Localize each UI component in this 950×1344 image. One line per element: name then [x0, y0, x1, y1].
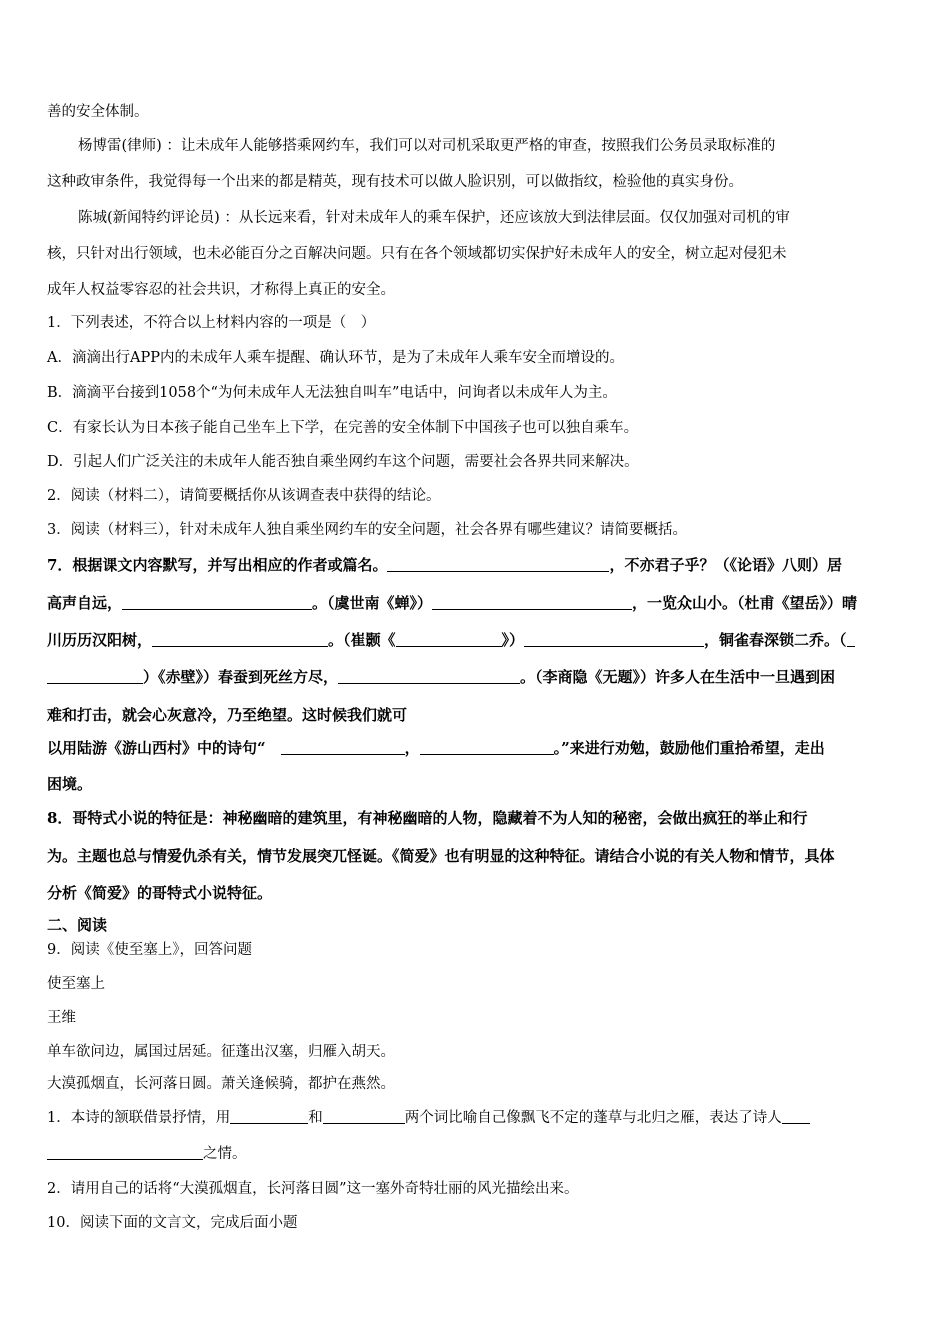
answer-blank[interactable] [122, 595, 312, 610]
material-paragraph-commentator-line2: 核，只针对出行领域，也未必能百分之百解决问题。只有在各个领域都切实保护好未成年人的安全，树立起对侵犯未 [47, 246, 787, 262]
answer-blank[interactable] [338, 669, 520, 684]
poem-author: 王维 [47, 1010, 76, 1026]
question-9-sub1-line1: 1．本诗的颔联借景抒情，用 和 两个词比喻自己像飘飞不定的蓬草与北归之雁，表达了诗人 [47, 1108, 810, 1128]
question-7-line2: 高声自远， 。（虞世南《蝉》） ，一览众山小。（杜甫《望岳》）晴 [47, 594, 858, 612]
answer-blank[interactable] [323, 1109, 405, 1124]
poem-line-1: 单车欲问边，属国过居延。征蓬出汉塞，归雁入胡天。 [47, 1044, 395, 1060]
answer-blank[interactable] [396, 632, 502, 647]
question-9-stem: 9．阅读《使至塞上》，回答问题 [47, 942, 252, 958]
answer-blank[interactable] [47, 669, 143, 684]
question-9-sub1-line2: 之情。 [47, 1144, 247, 1164]
section-heading-reading: 二、阅读 [47, 916, 108, 934]
question-7-line3: 川历历汉阳树， 。（崔颢《 》） ，铜雀春深锁二乔。（ [47, 630, 855, 650]
question-1-option-c: C．有家长认为日本孩子能自己坐车上下学，在完善的安全体制下中国孩子也可以独自乘车。 [47, 420, 639, 436]
question-1-option-a: A．滴滴出行APP内的未成年人乘车提醒、确认环节，是为了未成年人乘车安全而增设的。 [47, 350, 624, 366]
answer-blank[interactable] [782, 1109, 810, 1124]
question-7-line1: 7．根据课文内容默写，并写出相应的作者或篇名。 ，不亦君子乎？（《论语》八则）居 [47, 556, 842, 574]
answer-blank[interactable] [524, 632, 704, 647]
answer-blank[interactable] [432, 595, 632, 610]
question-3: 3．阅读（材料三），针对未成年人独自乘坐网约车的安全问题，社会各界有哪些建议？请简要概括。 [47, 522, 687, 538]
poem-title: 使至塞上 [47, 976, 105, 992]
material-paragraph-commentator-line3: 成年人权益零容忍的社会共识，才称得上真正的安全。 [47, 282, 395, 298]
question-7-line7: 困境。 [47, 775, 93, 793]
question-7-line6: 以用陆游《游山西村》中的诗句“ ， 。”来进行劝勉，鼓励他们重拾希望，走出 [47, 739, 825, 757]
question-2: 2．阅读（材料二），请简要概括你从该调查表中获得的结论。 [47, 488, 441, 504]
answer-blank[interactable] [230, 1109, 308, 1124]
question-1-option-b: B．滴滴平台接到1058个“为何未成年人无法独自叫车”电话中，问询者以未成年人为主。 [47, 385, 617, 401]
question-7-line4: ）《赤壁》）春蚕到死丝方尽， 。（李商隐《无题》）许多人在生活中一旦遇到困 [47, 667, 835, 687]
question-8-line3: 分析《简爱》的哥特式小说特征。 [47, 884, 273, 902]
answer-blank[interactable] [281, 740, 405, 755]
question-10-stem: 10．阅读下面的文言文，完成后面小题 [47, 1215, 298, 1231]
question-8-line2: 为。主题也总与情爱仇杀有关，情节发展突兀怪诞。《简爱》也有明显的这种特征。请结合小说的有关人物和情节，具体 [47, 847, 835, 865]
material-paragraph-commentator-line1: 陈城(新闻特约评论员) ：从长远来看，针对未成年人的乘车保护，还应该放大到法律层面。仅仅加强对司机的审 [78, 210, 790, 226]
material-paragraph-lawyer-line2: 这种政审条件，我觉得每一个出来的都是精英，现有技术可以做人脸识别，可以做指纹，检验他的真实身份。 [47, 174, 743, 190]
question-1-stem: 1．下列表述，不符合以上材料内容的一项是（ ） [47, 315, 376, 331]
material-paragraph-lawyer-line1: 杨博雷(律师) ：让未成年人能够搭乘网约车，我们可以对司机采取更严格的审查，按照我们公务员录取标准的 [78, 138, 776, 154]
answer-blank[interactable] [387, 557, 609, 572]
answer-blank[interactable] [47, 1145, 203, 1160]
poem-line-2: 大漠孤烟直，长河落日圆。萧关逢候骑，都护在燕然。 [47, 1076, 395, 1092]
question-7-line5: 难和打击，就会心灰意冷，乃至绝望。这时候我们就可 [47, 706, 408, 724]
answer-blank[interactable] [152, 632, 328, 647]
question-9-sub2: 2．请用自己的话将“大漠孤烟直，长河落日圆”这一塞外奇特壮丽的风光描绘出来。 [47, 1181, 579, 1197]
material-paragraph-end: 善的安全体制。 [47, 104, 149, 120]
question-8-line1: 8．哥特式小说的特征是：神秘幽暗的建筑里，有神秘幽暗的人物，隐藏着不为人知的秘密，会做出疯狂的举止和行 [47, 809, 808, 827]
answer-blank[interactable] [847, 632, 855, 647]
question-1-option-d: D．引起人们广泛关注的未成年人能否独自乘坐网约车这个问题，需要社会各界共同来解决。 [47, 454, 639, 470]
answer-blank[interactable] [420, 740, 554, 755]
